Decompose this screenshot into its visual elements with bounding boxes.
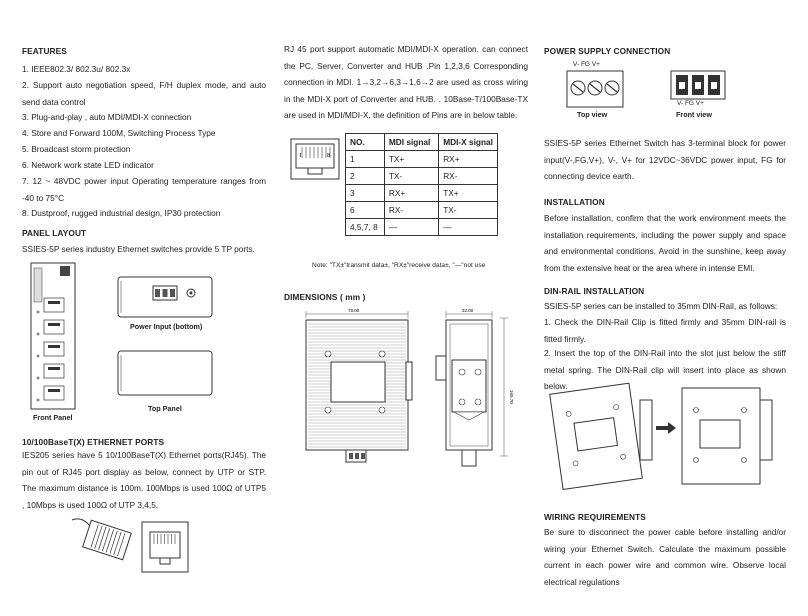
jack-pin-1-label: 1 [299,153,302,159]
feature-item: 6. Network work state LED indicator [22,160,154,170]
table-cell: 1 [346,151,385,168]
panel-layout-heading: PANEL LAYOUT [22,228,87,238]
installation-heading: INSTALLATION [544,197,605,207]
terminal-block-front-view [670,70,726,100]
din-rail-heading: DIN-RAIL INSTALLATION [544,286,645,296]
rj45-text: RJ 45 port support automatic MDI/MDI-X operation. can connect the PC, Server, Converter and HUB .Pin 1,2,3,6 Corresponding connection in MDI. 1→3,2→6,3→1,6→2 are used as cross wiring in the MDI-X port of Converter and HUB. . 10Base-T/100Base-TX are used in MDI/MDI-X, the definition of Pins are in below table. [284,44,528,120]
dimensions-drawing [286,306,526,476]
arrow-right-icon [656,422,676,434]
dimension-depth-label: 32.00 [462,308,474,313]
feature-item: 1. IEEE802.3/ 802.3u/ 802.3x [22,64,131,74]
din-rail-installation-illustration [550,380,782,494]
table-cell: TX+ [439,185,498,202]
feature-item: 3. Plug-and-play , auto MDI/MDI-X connection [22,112,192,122]
pin-definition-table [345,133,498,236]
table-cell: 4,5,7, 8 [346,219,385,236]
table-row [346,185,498,202]
jack-pin-8-label: 8 [327,153,330,159]
table-cell: — [384,219,438,236]
ethernet-heading: 10/100BaseT(X) ETHERNET PORTS [22,437,165,447]
din-rail-step-2: 2. Insert the top of the DIN-Rail into the slot just below the stiff metal spring. The DIN-Rail clip will insert into place as shown below. [544,348,786,391]
table-header-row [346,134,498,151]
rj45-connector-illustration [70,512,200,582]
table-cell: TX- [439,202,498,219]
power-supply-text: SSIES-5P series Ethernet Switch has 3-terminal block for power input(V-,FG,V+), V-, V+ for 12VDC~36VDC power input, FG for connecting device earth. [544,138,786,181]
feature-item: 4. Store and Forward 100M, Switching Process Type [22,128,216,138]
table-header: NO. [346,134,385,151]
table-cell: — [439,219,498,236]
din-rail-step-1: 1. Check the DIN-Rail Clip is fitted firmly and 35mm DIN-rail is fitted firmly. [544,317,786,344]
table-cell: RX- [384,202,438,219]
ethernet-text: IES205 series have 5 10/100BaseT(X) Ethernet ports(RJ45). The pin out of RJ45 port display as below, connect by UTP or STP. The maximum distance is 100m. 100Mbps is used 100Ω of UTP5 , 10Mbps is used 100Ω of UTP 3,4,5. [22,450,266,510]
power-input-label: Power Input (bottom) [130,322,203,331]
pin-table-note: Note: "TX±"transmit data±, "RX±"receive data±, "—"not use [312,262,486,269]
table-cell: 6 [346,202,385,219]
feature-item: 8. Dustproof, rugged industrial design, IP30 protection [22,208,221,218]
table-row [346,202,498,219]
table-row [346,219,498,236]
table-cell: TX+ [384,151,438,168]
wiring-heading: WIRING REQUIREMENTS [544,512,646,522]
wiring-text: Be sure to disconnect the power cable before installing and/or wiring your Ethernet Switch. Calculate the maximum possible current in each power wire and common wire. Observe local electrical regulations [544,527,786,587]
dimension-height-label: 165.70 [509,390,514,404]
table-cell: RX- [439,168,498,185]
table-header: MDI-X signal [439,134,498,151]
dimensions-heading: DIMENSIONS ( mm ) [284,292,366,302]
terminal-labels-top: V- FG V+ [573,61,600,68]
top-view-label: Top view [577,110,608,119]
table-row [346,168,498,185]
table-cell: RX+ [439,151,498,168]
dimension-width-label: 78.00 [348,308,360,313]
table-cell: 2 [346,168,385,185]
installation-text: Before installation, confirm that the work environment meets the installation requirements, including the power supply and space and environmental conditions. Avoid in the sunshine, keep away from the extensive heat or the area where in intense EMI. [544,213,786,273]
terminal-block-top-view [566,70,624,108]
feature-item: 7. 12 ~ 48VDC power input Operating temperature ranges from -40 to 75°C [22,176,266,203]
terminal-labels-front: V- FG V+ [677,100,704,107]
table-cell: 3 [346,185,385,202]
top-panel-label: Top Panel [148,404,182,413]
panel-layout-text: SSIES-5P series industry Ethernet switches provide 5 TP ports. [22,244,255,254]
feature-item: 5. Broadcast storm protection [22,144,131,154]
features-heading: FEATURES [22,46,67,56]
power-supply-heading: POWER SUPPLY CONNECTION [544,46,671,56]
table-cell: TX- [384,168,438,185]
feature-item: 2. Support auto negotiation speed, F/H duplex mode, and auto send data control [22,80,266,107]
table-cell: RX+ [384,185,438,202]
front-view-label: Front view [676,110,712,119]
rj45-jack-pin-diagram [290,138,340,180]
top-panel-illustration [117,350,213,396]
front-panel-illustration [30,262,76,410]
power-input-illustration [117,276,213,318]
front-panel-label: Front Panel [33,413,73,422]
table-header: MDI signal [384,134,438,151]
table-row [346,151,498,168]
din-rail-intro: SSIES-5P series can be installed to 35mm DIN-Rail, as follows: [544,301,778,311]
